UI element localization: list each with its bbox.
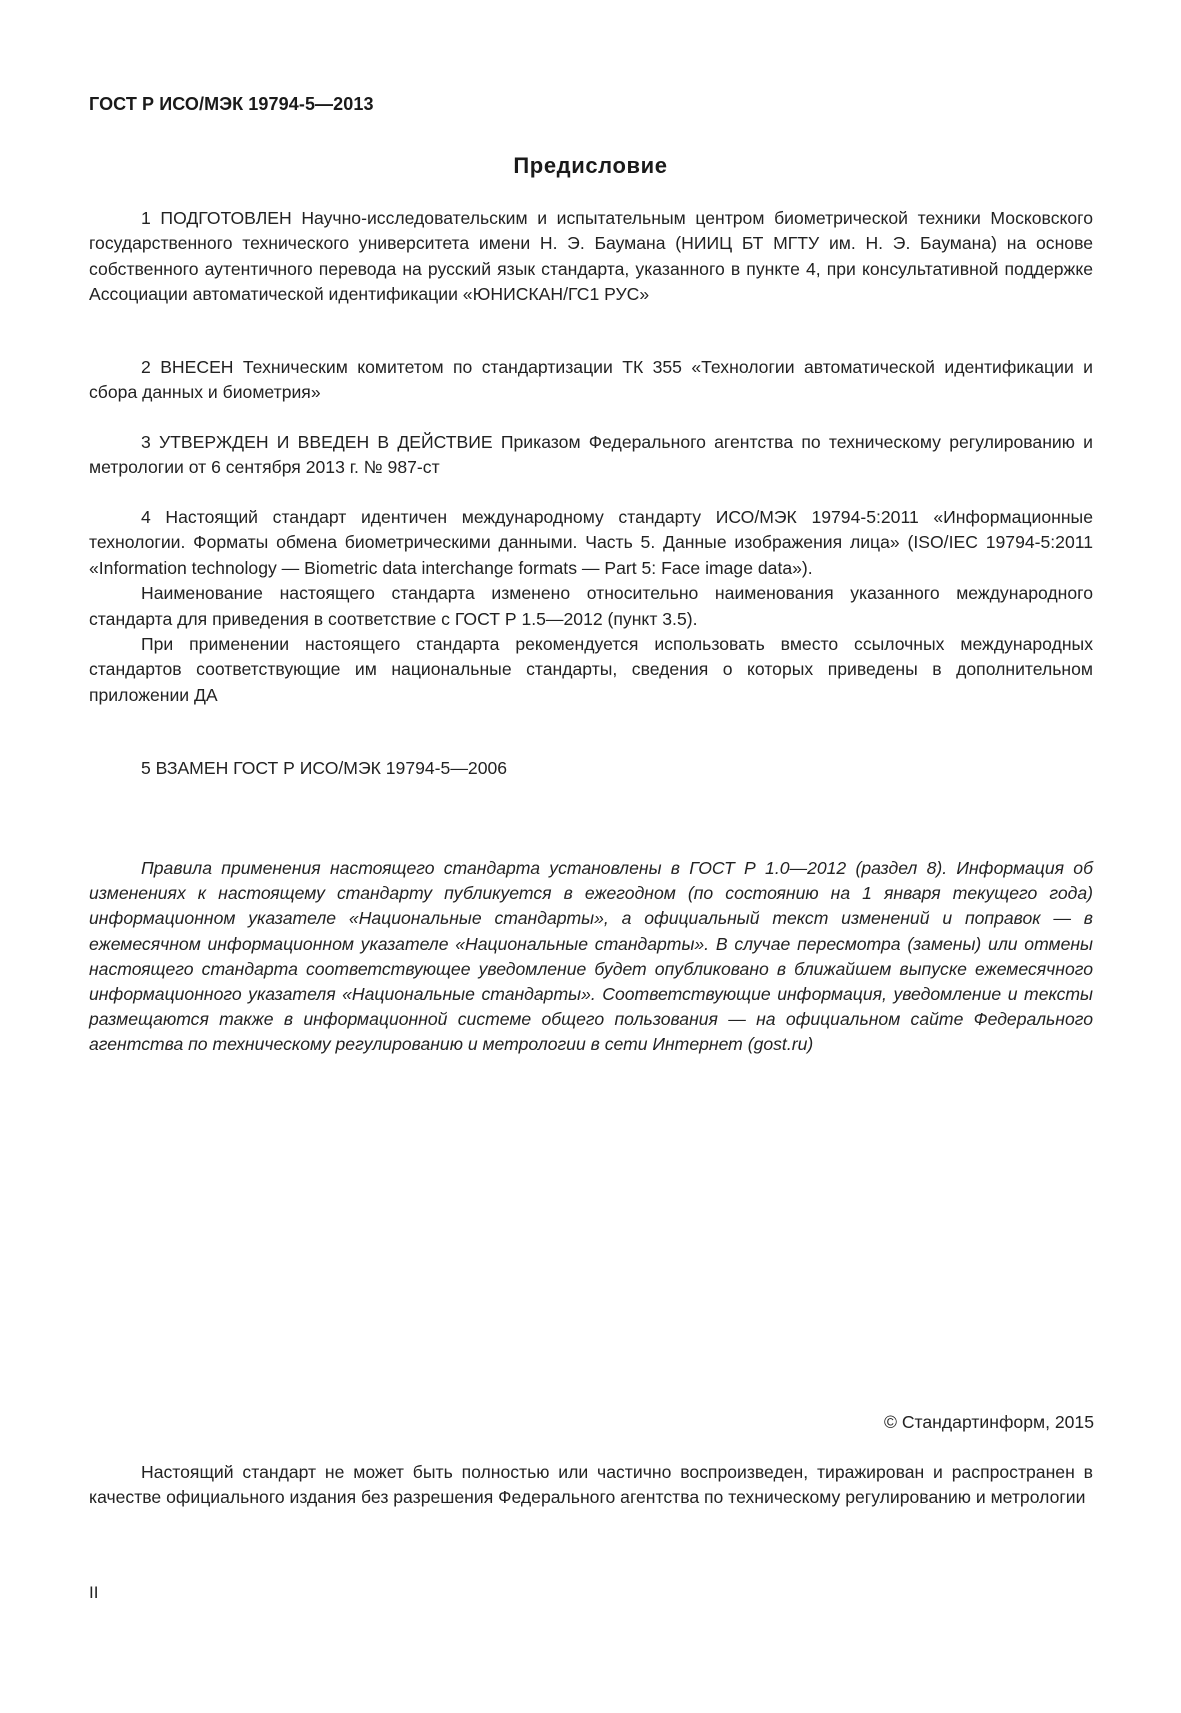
section-1 [89,206,1093,308]
section-5 [89,756,1093,781]
section-4-note-name: Наименование настоящего стандарта изменено относительно наименования указанного международного стандарта для приведения в соответствие с ГОСТ Р 1.5—2012 (пункт 3.5). [89,583,1093,629]
copyright: © Стандартинформ, 2015 [883,1412,1094,1432]
section-4-note-references: При применении настоящего стандарта рекомендуется использовать вместо ссылочных международных стандартов соответствующие им национальные стандарты, сведения о которых приведены в дополнительном приложении ДА [89,634,1093,705]
section-2 [89,355,1093,406]
section-3-text: 3 УТВЕРЖДЕН И ВВЕДЕН В ДЕЙСТВИЕ Приказом Федерального агентства по техническому регулированию и метрологии от 6 сентября 2013 г. № 987-ст [89,432,1093,478]
reproduction-notice: Настоящий стандарт не может быть полностью или частично воспроизведен, тиражирован и распространен в качестве официального издания без разрешения Федерального агентства по техническому регулированию и метрологии [89,1462,1093,1508]
section-1-text: 1 ПОДГОТОВЛЕН Научно-исследовательским и испытательным центром биометрической техники Московского государственного технического университета имени Н. Э. Баумана (НИИЦ БТ МГТУ им. Н. Э. Баумана) на основе собственного аутентичного перевода на русский язык стандарта, указанного в пункте 4, при консультативной поддержке Ассоциации автоматической идентификации «ЮНИСКАН/ГС1 РУС» [89,208,1093,305]
section-5-text: 5 ВЗАМЕН ГОСТ Р ИСО/МЭК 19794-5—2006 [141,758,508,778]
section-4 [89,505,1093,708]
section-3 [89,430,1093,481]
document-id: ГОСТ Р ИСО/МЭК 19794-5—2013 [89,94,374,114]
section-2-text: 2 ВНЕСЕН Техническим комитетом по стандартизации ТК 355 «Технологии автоматической идентификации и сбора данных и биометрия» [89,357,1093,403]
section-4-text: 4 Настоящий стандарт идентичен международному стандарту ИСО/МЭК 19794-5:2011 «Информационные технологии. Форматы обмена биометрическими данными. Часть 5. Данные изображения лица» (ISO/IEC 19794-5:2011 «Information technology — Biometric data interchange formats — Part 5: Face image data»). [89,507,1093,578]
page-title: Предисловие [513,153,668,178]
rules-note: Правила применения настоящего стандарта установлены в ГОСТ Р 1.0—2012 (раздел 8). Информация об изменениях к настоящему стандарту публикуется в ежегодном (по состоянию на 1 января текущего года) информационном указателе «Национальные стандарты», а официальный текст изменений и поправок — в ежемесячном информационном указателе «Национальные стандарты». В случае пересмотра (замены) или отмены настоящего стандарта соответствующее уведомление будет опубликовано в ближайшем выпуске ежемесячного информационного указателя «Национальные стандарты». Соответствующие информация, уведомление и тексты размещаются также в информационной системе общего пользования — на официальном сайте Федерального агентства по техническому регулированию и метрологии в сети Интернет (gost.ru) [89,858,1093,1055]
page-number: II [89,1583,99,1602]
